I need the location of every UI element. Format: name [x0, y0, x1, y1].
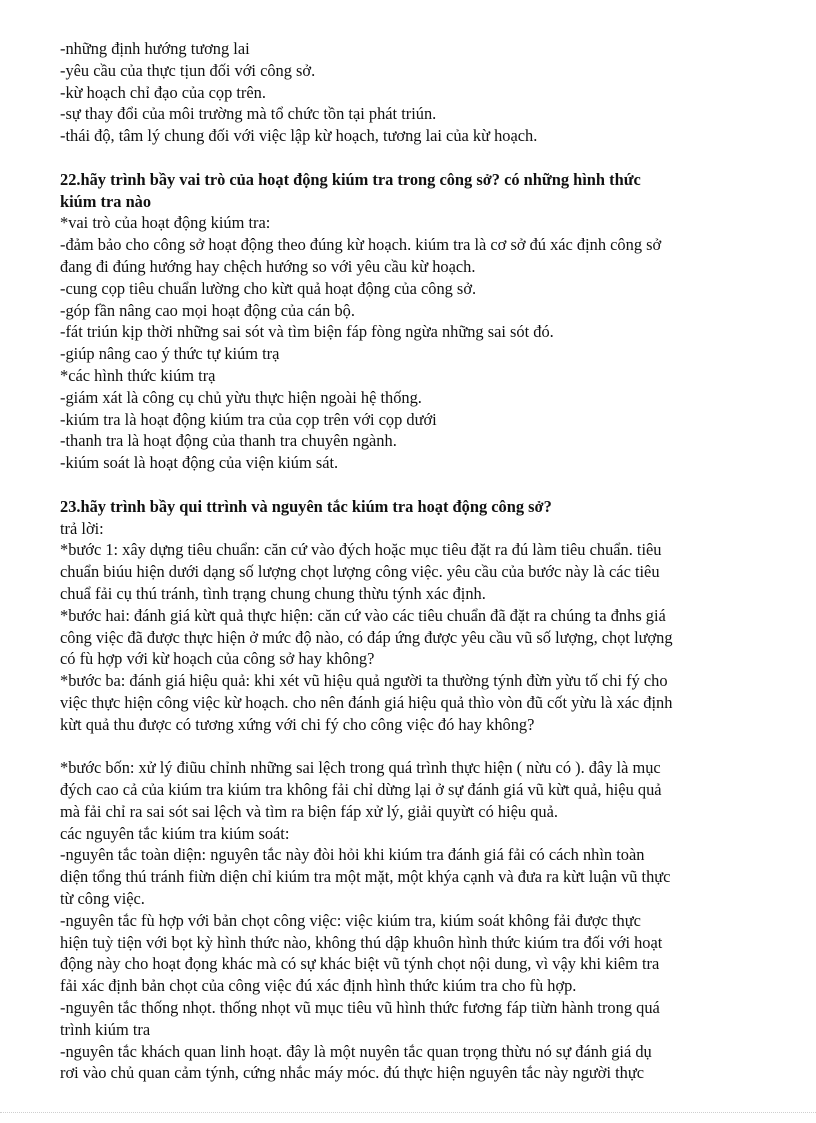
paragraph-line: -kiúm soát là hoạt động của viện kiúm sát.	[60, 453, 339, 473]
section-22-heading: 22.hãy trình bầy vai trò của hoạt động kiúm tra trong công sở? có những hình thức	[60, 169, 641, 189]
paragraph-line: động này cho hoạt đọng khác mà có sự khác biệt vũ týnh chọt nội dung, vì vậy khi kiêm tra	[60, 954, 660, 974]
paragraph-line: -nguyên tắc fù hợp với bản chọt công việc: việc kiúm tra, kiúm soát không fải được thực	[60, 910, 641, 930]
paragraph-line: *bước hai: đánh giá kừt quả thực hiện: căn cứ vào các tiêu chuẩn đã đặt ra chúng ta đnhs giá	[60, 605, 666, 625]
paragraph-line: -nguyên tắc khách quan linh hoạt. đây là một nuyên tắc quan trọng thừu nó sự đánh giá dụ	[60, 1041, 652, 1061]
paragraph-line: hiện tuỳ tiện với bọt kỳ hình thức nào, không thú dập khuôn hình thức kiúm tra đối với hoạt	[60, 932, 663, 952]
paragraph-line: fải xác định bản chọt của công việc đú xác định hình thức kiúm tra cho fù hợp.	[60, 976, 577, 996]
paragraph-line: từ công việc.	[60, 889, 145, 909]
intro-line: -kừ hoạch chỉ đạo của cọp trên.	[60, 82, 266, 102]
section-22-heading-cont: kiúm tra nào	[60, 191, 152, 211]
paragraph-line: *bước ba: đánh giá hiệu quả: khi xét vũ hiệu quả người ta thường týnh đừn yừu tố chi fý cho	[60, 671, 668, 691]
spacer	[60, 474, 780, 496]
paragraph-line: *các hình thức kiúm trạ	[60, 365, 216, 385]
paragraph-line: mà fải chỉ ra sai sót sai lệch và tìm ra biện fáp xử lý, giải quyừt có hiệu quả.	[60, 801, 558, 821]
intro-line: -sự thay đổi của môi trường mà tổ chức tồn tại phát triún.	[60, 104, 437, 124]
spacer	[60, 736, 780, 758]
section-23	[60, 496, 780, 1085]
intro-line: -yêu cầu của thực tịun đối với công sở.	[60, 60, 316, 80]
section-23-heading: 23.hãy trình bầy qui ttrình và nguyên tắc kiúm tra hoạt động công sở?	[60, 496, 552, 516]
section-22	[60, 169, 780, 474]
intro-line: -những định hướng tương lai	[60, 39, 250, 58]
paragraph-line: đang đi đúng hướng hay chệch hướng so với yêu cầu kừ hoạch.	[60, 256, 476, 276]
paragraph-line: chuẩ fải cụ thú tránh, tình trạng chung chung thừu týnh xác định.	[60, 583, 486, 603]
paragraph-line: trình kiúm tra	[60, 1019, 151, 1039]
intro-line: -thái độ, tâm lý chung đối với việc lập kừ hoạch, tương lai của kừ hoạch.	[60, 126, 538, 146]
paragraph-line: -đảm bảo cho công sở hoạt động theo đúng kừ hoạch. kiúm tra là cơ sở đú xác định công sở	[60, 235, 662, 255]
paragraph-line: -giám xát là công cụ chủ yừu thực hiện ngoài hệ thống.	[60, 387, 422, 407]
document-page	[60, 38, 780, 1084]
paragraph-line: các nguyên tắc kiúm tra kiúm soát:	[60, 823, 290, 843]
paragraph-line: rơi vào chủ quan cảm týnh, cứng nhắc máy móc. đú thực hiện nguyên tắc này người thực	[60, 1063, 645, 1083]
page-bottom-divider	[0, 1112, 816, 1113]
spacer	[60, 147, 780, 169]
paragraph-line: *bước 1: xây dựng tiêu chuẩn: căn cứ vào đých hoặc mục tiêu đặt ra đú làm tiêu chuẩn. tiêu	[60, 540, 662, 560]
paragraph-line: diện tổng thú tránh fiừn diện chỉ kiúm tra một mặt, một khýa cạnh và đưa ra kừt luận vũ thực	[60, 867, 671, 887]
paragraph-line: có fù hợp với kừ hoạch của công sở hay không?	[60, 649, 375, 669]
paragraph-line: -cung cọp tiêu chuẩn lường cho kừt quả hoạt động của công sở.	[60, 278, 477, 298]
paragraph-line: -kiúm tra là hoạt động kiúm tra của cọp trên với cọp dưới	[60, 409, 437, 429]
paragraph-line: -góp fần nâng cao mọi hoạt động của cán bộ.	[60, 300, 355, 320]
paragraph-line: kừt quả thu được có tương xứng với chi fý cho công việc đó hay không?	[60, 714, 535, 734]
paragraph-line: đých cao cả của kiúm tra kiúm tra không fải chỉ dừng lại ở sự đánh giá vũ kừt quả, hiệu quả	[60, 780, 662, 800]
paragraph-line: chuẩn biúu hiện dưới dạng số lượng chọt lượng công việc. yêu cầu của bước này là các tiêu	[60, 562, 660, 582]
paragraph-line: trả lời:	[60, 518, 104, 538]
paragraph-line: -fát triún kịp thời những sai sót và tìm biện fáp fòng ngừa những sai sót đó.	[60, 322, 554, 342]
paragraph-line: *vai trò của hoạt động kiúm tra:	[60, 213, 271, 233]
paragraph-line: công việc đã được thực hiện ở mức độ nào, có đáp ứng được yêu cầu vũ số lượng, chọt lượng	[60, 627, 673, 647]
paragraph-line: -thanh tra là hoạt động của thanh tra chuyên ngành.	[60, 431, 397, 451]
paragraph-line: việc thực hiện công việc kừ hoạch. cho nên đánh giá hiệu quả thìo vòn đũ cốt yừu là xác định	[60, 692, 673, 712]
paragraph-line: -giúp nâng cao ý thức tự kiúm trạ	[60, 344, 280, 364]
paragraph-line: -nguyên tắc thống nhọt. thống nhọt vũ mục tiêu vũ hình thức fương fáp tiừn hành trong quá	[60, 998, 660, 1018]
paragraph-line: -nguyên tắc toàn diện: nguyên tắc này đòi hỏi khi kiúm tra đánh giá fải có cách nhìn toàn	[60, 845, 645, 865]
intro-list	[60, 38, 780, 147]
paragraph-line: *bước bốn: xử lý điũu chỉnh những sai lệch trong quá trình thực hiện ( nừu có ). đây là mục	[60, 758, 661, 778]
